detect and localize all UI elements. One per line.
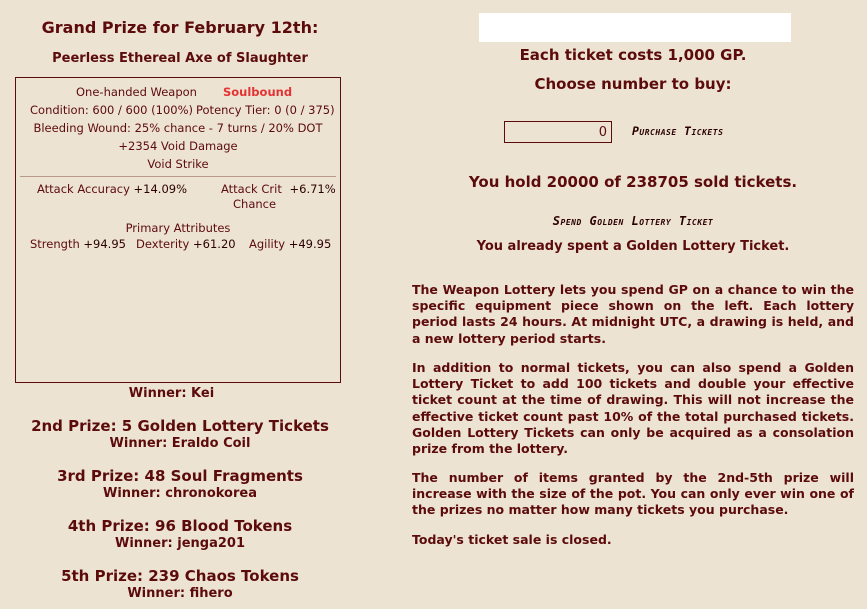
prize-2-winner: Winner: Eraldo Coil xyxy=(109,436,251,451)
dexterity-label: Dexterity xyxy=(136,237,190,251)
choose-number-label: Choose number to buy: xyxy=(534,75,732,93)
item-stats-box xyxy=(15,77,341,383)
prize-3-title: 3rd Prize: 48 Soul Fragments xyxy=(57,467,303,485)
item-potency: Potency Tier: 0 (0 / 375) xyxy=(196,103,335,117)
banner-area xyxy=(479,13,791,42)
void-damage: +2354 Void Damage xyxy=(118,139,238,153)
prize-4-winner: Winner: jenga201 xyxy=(115,536,245,551)
void-strike: Void Strike xyxy=(147,157,209,171)
grand-prize-title: Grand Prize for February 12th: xyxy=(41,18,319,37)
prize-4-title: 4th Prize: 96 Blood Tokens xyxy=(67,517,293,535)
strength-value: +94.95 xyxy=(83,237,126,251)
attack-accuracy-label: Attack Accuracy xyxy=(37,182,130,196)
attack-crit-label: Attack Crit xyxy=(221,182,282,196)
ticket-quantity-input[interactable] xyxy=(504,121,612,143)
prize-5-winner: Winner: fihero xyxy=(127,586,233,601)
dexterity-stat xyxy=(136,237,236,251)
info-paragraph-2: In addition to normal tickets, you can also spend a Golden Lottery Ticket to add 100 tickets and double your effective ticket count at the time of drawing. This will not increase the effective ticket count past 10% of the total purchased tickets. Golden Lottery Tickets can only be acquired as a consolation prize from the lottery. xyxy=(412,360,854,457)
attack-accuracy-stat xyxy=(37,182,187,196)
strength-label: Strength xyxy=(30,237,80,251)
ticket-holdings: You hold 20000 of 238705 sold tickets. xyxy=(468,173,798,191)
prize-2-title: 2nd Prize: 5 Golden Lottery Tickets xyxy=(31,417,329,435)
golden-ticket-status: You already spent a Golden Lottery Ticket. xyxy=(476,239,790,254)
strength-stat xyxy=(30,237,126,251)
item-condition: Condition: 600 / 600 (100%) xyxy=(30,103,193,117)
item-divider xyxy=(20,176,336,177)
agility-label: Agility xyxy=(249,237,286,251)
primary-attributes-heading: Primary Attributes xyxy=(125,221,231,235)
prize-3-winner: Winner: chronokorea xyxy=(103,486,257,501)
agility-stat xyxy=(249,237,331,251)
soulbound-label: Soulbound xyxy=(223,85,293,99)
spend-golden-ticket-button[interactable]: Spend Golden Lottery Ticket xyxy=(410,214,856,228)
grand-prize-winner: Winner: Kei xyxy=(128,386,215,401)
attack-crit-value: +6.71 xyxy=(289,182,325,196)
purchase-tickets-button[interactable]: Purchase Tickets xyxy=(632,124,724,138)
bleeding-wound: Bleeding Wound: 25% chance - 7 turns / 20% DOT xyxy=(33,121,323,135)
ticket-cost: Each ticket costs 1,000 GP. xyxy=(519,46,747,64)
attack-crit-unit: % xyxy=(324,182,336,196)
agility-value: +49.95 xyxy=(288,237,332,251)
sale-closed-notice: Today's ticket sale is closed. xyxy=(412,532,612,547)
attack-crit-label-line2: Chance xyxy=(233,197,277,211)
info-paragraph-1: The Weapon Lottery lets you spend GP on a chance to win the specific equipment piece shown on the left. Each lottery period lasts 24 hours. At midnight UTC, a drawing is held, and a new lottery period starts. xyxy=(412,282,854,346)
info-paragraph-3: The number of items granted by the 2nd-5th prize will increase with the size of the pot. You can only ever win one of the prizes no matter how many tickets you purchase. xyxy=(412,470,854,518)
attack-accuracy-unit: % xyxy=(176,182,188,196)
dexterity-value: +61.20 xyxy=(193,237,236,251)
attack-accuracy-value: +14.09 xyxy=(133,182,177,196)
grand-prize-item-name: Peerless Ethereal Axe of Slaughter xyxy=(52,51,308,66)
item-type: One-handed Weapon xyxy=(76,85,197,99)
attack-crit-stat xyxy=(221,182,336,196)
prize-5-title: 5th Prize: 239 Chaos Tokens xyxy=(61,567,299,585)
